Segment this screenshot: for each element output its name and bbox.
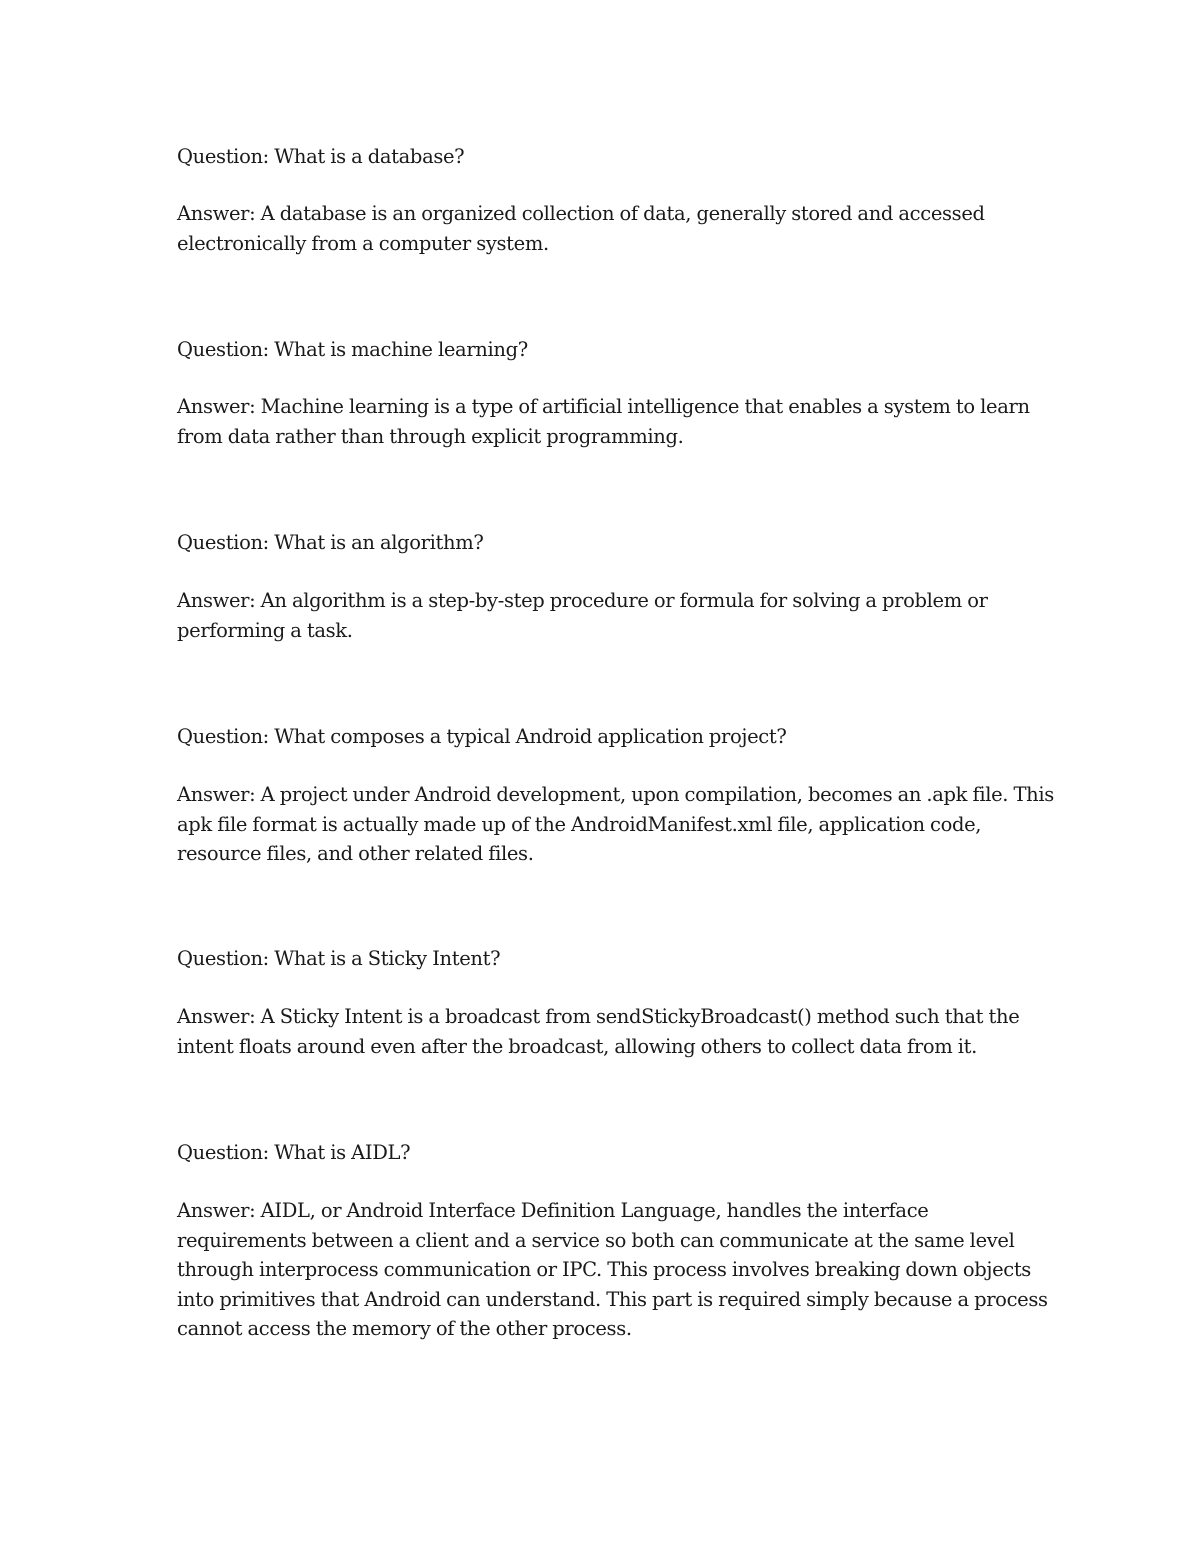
answer-line: Answer: A project under Android development, upon compilation, becomes an .apk file. This [177, 783, 1054, 806]
answer-text [177, 780, 1054, 869]
answer-line: Answer: Machine learning is a type of artificial intelligence that enables a system to learn [177, 395, 1030, 418]
answer-text [177, 586, 1037, 645]
answer-line: performing a task. [177, 618, 353, 642]
question-text: Question: What is AIDL? [177, 1141, 411, 1164]
answer-text [177, 1196, 1048, 1344]
answer-line: Answer: An algorithm is a step-by-step procedure or formula for solving a problem or [177, 589, 988, 612]
answer-text [177, 1002, 1037, 1061]
answer-text [177, 199, 1037, 258]
answer-line: electronically from a computer system. [177, 231, 549, 255]
answer-line: Answer: A Sticky Intent is a broadcast from sendStickyBroadcast() method such that the [177, 1005, 1020, 1028]
answer-line: intent floats around even after the broadcast, allowing others to collect data from it. [177, 1034, 977, 1058]
question-text: Question: What is a database? [177, 145, 465, 168]
question-text: Question: What is an algorithm? [177, 531, 484, 554]
answer-text [177, 392, 1037, 451]
answer-line: cannot access the memory of the other process. [177, 1317, 632, 1340]
question-text: Question: What composes a typical Android application project? [177, 725, 787, 748]
answer-line: Answer: AIDL, or Android Interface Definition Language, handles the interface [177, 1199, 929, 1222]
answer-line: apk file format is actually made up of the AndroidManifest.xml file, application code, [177, 812, 982, 836]
answer-line: Answer: A database is an organized collection of data, generally stored and accessed [177, 202, 985, 225]
answer-line: from data rather than through explicit programming. [177, 424, 684, 448]
answer-line: resource files, and other related files. [177, 842, 534, 865]
answer-line: requirements between a client and a service so both can communicate at the same level [177, 1228, 1015, 1252]
answer-line: into primitives that Android can understand. This part is required simply because a process [177, 1287, 1048, 1311]
question-text: Question: What is machine learning? [177, 338, 528, 361]
question-text: Question: What is a Sticky Intent? [177, 947, 501, 970]
answer-line: through interprocess communication or IPC. This process involves breaking down objects [177, 1258, 1031, 1281]
